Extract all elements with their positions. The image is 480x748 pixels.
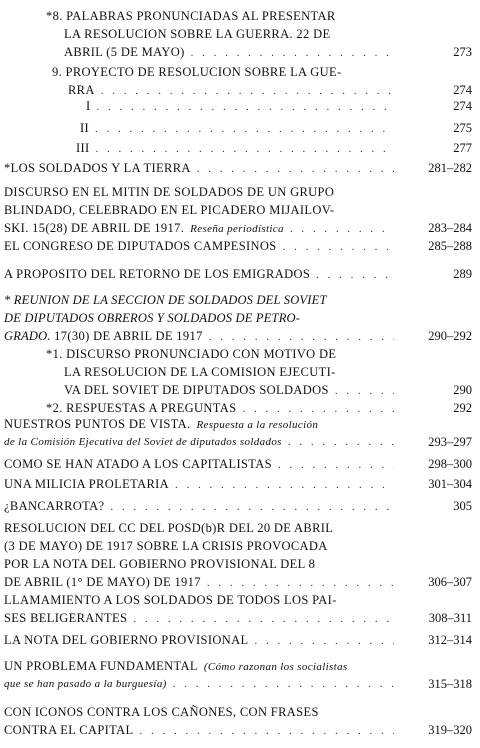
page-number: 306–307 xyxy=(428,575,472,589)
page-number: 290 xyxy=(453,383,472,397)
dot-leader xyxy=(191,45,394,61)
page-number: 308–311 xyxy=(428,611,472,625)
toc-title-line: *1. DISCURSO PRONUNCIADO CON MOTIVO DE xyxy=(46,347,337,361)
dot-leader xyxy=(283,239,394,255)
toc-title-line: LLAMAMIENTO A LOS SOLDADOS DE TODOS LOS PAI- xyxy=(4,593,337,607)
toc-title-line: DE ABRIL (1° DE MAYO) DE 1917 xyxy=(4,575,201,589)
toc-title-line: *8. PALABRAS PRONUNCIADAS AL PRESENTAR xyxy=(46,9,336,23)
toc-annotation: de la Comisión Ejecutiva del Soviet de diputados soldados xyxy=(4,436,282,448)
toc-title-line: LA RESOLUCION SOBRE LA GUERRA. 22 DE xyxy=(64,27,331,41)
toc-title-text: NUESTROS PUNTOS DE VISTA. xyxy=(4,417,191,431)
dot-leader xyxy=(96,141,394,157)
page-number: 274 xyxy=(453,83,472,97)
page-number: 275 xyxy=(453,121,472,135)
page-number: 298–300 xyxy=(428,457,472,471)
toc-title-text: UN PROBLEMA FUNDAMENTAL xyxy=(4,659,198,673)
dot-leader xyxy=(173,676,394,692)
toc-title-line: UNA MILICIA PROLETARIA xyxy=(4,477,170,491)
page-number: 285–288 xyxy=(428,239,472,253)
toc-title-line: *LOS SOLDADOS Y LA TIERRA xyxy=(4,161,191,175)
toc-title-line: EL CONGRESO DE DIPUTADOS CAMPESINOS xyxy=(4,239,277,253)
toc-title-line: POR LA NOTA DEL GOBIERNO PROVISIONAL DEL 8 xyxy=(4,557,316,571)
toc-title-italic: GRADO. xyxy=(4,329,51,343)
page-number: 312–314 xyxy=(428,633,472,647)
toc-title-line: COMO SE HAN ATADO A LOS CAPITALISTAS xyxy=(4,457,272,471)
dot-leader xyxy=(278,457,394,473)
page-number: 293–297 xyxy=(428,435,472,449)
toc-title-line: BLINDADO, CELEBRADO EN EL PICADERO MIJAILOV- xyxy=(4,203,335,217)
toc-title-line: 9. PROYECTO DE RESOLUCION SOBRE LA GUE- xyxy=(52,65,342,79)
dot-leader xyxy=(97,99,394,115)
page-number: 290–292 xyxy=(428,329,472,343)
toc-title-line: CONTRA EL CAPITAL xyxy=(4,723,134,737)
toc-title-line xyxy=(4,416,318,433)
toc-title-line xyxy=(4,658,348,675)
toc-annotation: Reseña periodística xyxy=(190,223,284,235)
toc-title-line xyxy=(4,328,203,344)
dot-leader xyxy=(140,723,395,739)
page-number: 301–304 xyxy=(428,477,472,491)
toc-title-line: RESOLUCION DEL CC DEL POSD(b)R DEL 20 DE ABRIL xyxy=(4,521,334,535)
page-number: 289 xyxy=(453,267,472,281)
toc-annotation: que se han pasado a la burguesía) xyxy=(4,678,167,690)
dot-leader xyxy=(101,83,394,99)
dot-leader xyxy=(290,221,394,237)
toc-title-line: ¿BANCARROTA? xyxy=(4,499,105,513)
toc-title-line: ABRIL (5 DE MAYO) xyxy=(64,45,185,59)
page-number: 319–320 xyxy=(428,723,472,737)
toc-title-line: II xyxy=(80,121,90,135)
toc-title-line: A PROPOSITO DEL RETORNO DE LOS EMIGRADOS xyxy=(4,267,311,281)
toc-title-line: *2. RESPUESTAS A PREGUNTAS xyxy=(46,401,237,415)
toc-title-line: LA RESOLUCION DE LA COMISION EJECUTI- xyxy=(64,365,336,379)
page-number: 315–318 xyxy=(428,677,472,691)
toc-title-line: RRA xyxy=(68,83,95,97)
dot-leader xyxy=(335,383,394,399)
dot-leader xyxy=(95,121,394,137)
dot-leader xyxy=(197,161,394,177)
toc-title-line: (3 DE MAYO) DE 1917 SOBRE LA CRISIS PROVOCADA xyxy=(4,539,328,553)
dot-leader xyxy=(133,611,394,627)
dot-leader xyxy=(207,575,394,591)
toc-title-line: I xyxy=(86,99,91,113)
page-number: 281–282 xyxy=(428,161,472,175)
toc-title-line: SKI. 15(28) DE ABRIL DE 1917. xyxy=(4,221,185,235)
page-number: 292 xyxy=(453,401,472,415)
dot-leader xyxy=(316,267,394,283)
page-number: 277 xyxy=(453,141,472,155)
toc-title-line: III xyxy=(76,141,90,155)
toc-title-rest: 17(30) DE ABRIL DE 1917 xyxy=(50,329,203,343)
toc-annotation: (Cómo razonan los socialistas xyxy=(203,661,348,673)
toc-title-line: SES BELIGERANTES xyxy=(4,611,128,625)
page-number: 273 xyxy=(453,45,472,59)
page-number: 305 xyxy=(453,499,472,513)
dot-leader xyxy=(288,434,394,450)
toc-title-line: * REUNION DE LA SECCION DE SOLDADOS DEL SOVIET xyxy=(4,293,327,307)
page-number: 274 xyxy=(453,99,472,113)
dot-leader xyxy=(242,401,394,417)
toc-title-line: VA DEL SOVIET DE DIPUTADOS SOLDADOS xyxy=(64,383,329,397)
dot-leader xyxy=(254,633,394,649)
toc-title-line: DE DIPUTADOS OBREROS Y SOLDADOS DE PETRO- xyxy=(4,311,301,325)
dot-leader xyxy=(209,329,394,345)
dot-leader xyxy=(175,477,394,493)
toc-title-line: LA NOTA DEL GOBIERNO PROVISIONAL xyxy=(4,633,249,647)
toc-title-line: CON ICONOS CONTRA LOS CAÑONES, CON FRASES xyxy=(4,705,319,719)
toc-annotation: Respuesta a la resolución xyxy=(196,419,319,431)
dot-leader xyxy=(110,499,394,515)
page-number: 283–284 xyxy=(428,221,472,235)
toc-title-line: DISCURSO EN EL MITIN DE SOLDADOS DE UN GRUPO xyxy=(4,185,335,199)
